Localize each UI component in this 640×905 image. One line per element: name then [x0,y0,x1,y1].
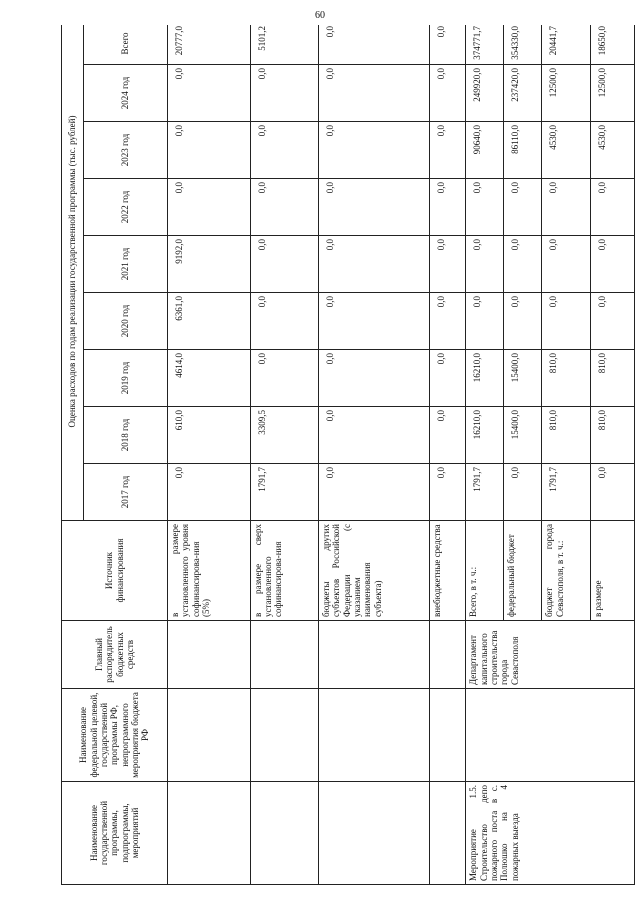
value-cell: 610,0 [168,407,251,464]
value-cell: 90640,0 [466,122,503,179]
value-cell: 0,0 [430,350,466,407]
value-cell: 0,0 [318,407,429,464]
value-cell: 0,0 [250,350,318,407]
total-cell: 374771,7 [466,25,503,65]
value-cell: 15400,0 [503,407,542,464]
distributor-cell-department: Департамент капитального строительства города Севастополя [466,621,635,689]
value-cell: 0,0 [250,65,318,122]
value-cell: 0,0 [168,179,251,236]
value-cell: 249920,0 [466,65,503,122]
source-cell: Всего, в т. ч.: [466,521,503,621]
distributor-cell [430,621,466,689]
value-cell: 0,0 [168,65,251,122]
total-cell: 18650,0 [590,25,634,65]
header-year: 2017 год [84,464,168,521]
value-cell: 0,0 [466,293,503,350]
total-cell: 0,0 [318,25,429,65]
value-cell: 9192,0 [168,236,251,293]
source-cell: в размере сверх установленного софинансирова-ния [250,521,318,621]
federal-cell [466,689,635,782]
value-cell: 0,0 [318,350,429,407]
header-year: 2022 год [84,179,168,236]
header-federal: Наименование федеральной целевой, государственной программы РФ, непрограммного мероприятия бюджета РФ [62,689,168,782]
value-cell: 0,0 [590,464,634,521]
value-cell: 4614,0 [168,350,251,407]
budget-table [61,25,635,885]
total-cell: 354330,0 [503,25,542,65]
distributor-cell [250,621,318,689]
federal-cell [168,689,251,782]
value-cell: 0,0 [466,236,503,293]
value-cell: 6361,0 [168,293,251,350]
program-cell [430,782,466,885]
header-year: 2024 год [84,65,168,122]
value-cell: 0,0 [168,464,251,521]
value-cell: 0,0 [430,65,466,122]
value-cell: 86110,0 [503,122,542,179]
value-cell: 0,0 [250,236,318,293]
source-cell: бюджет города Севастополя, в т. ч.: [542,521,590,621]
value-cell: 0,0 [590,293,634,350]
distributor-cell [318,621,429,689]
value-cell: 0,0 [318,65,429,122]
total-cell: 20777,0 [168,25,251,65]
federal-cell [430,689,466,782]
program-cell [250,782,318,885]
header-estimate: Оценка расходов по годам реализации государственной программы (тыс. рублей) [62,25,84,521]
value-cell: 0,0 [318,464,429,521]
program-cell [168,782,251,885]
header-distributor: Главный распорядитель бюджетных средств [62,621,168,689]
value-cell: 237420,0 [503,65,542,122]
federal-cell [250,689,318,782]
value-cell: 0,0 [168,122,251,179]
header-year: 2019 год [84,350,168,407]
source-cell: внебюджетные средства [430,521,466,621]
value-cell: 1791,7 [542,464,590,521]
distributor-cell [168,621,251,689]
federal-cell [318,689,429,782]
value-cell: 1791,7 [466,464,503,521]
value-cell: 0,0 [318,236,429,293]
source-cell: в размере установленного уровня софинансирова-ния (5%) [168,521,251,621]
source-cell: федеральный бюджет [503,521,542,621]
value-cell: 4530,0 [542,122,590,179]
header-year: 2020 год [84,293,168,350]
rotated-table-frame [61,25,635,885]
value-cell: 0,0 [466,179,503,236]
header-year: 2018 год [84,407,168,464]
value-cell: 810,0 [542,350,590,407]
value-cell: 3309,5 [250,407,318,464]
value-cell: 0,0 [250,293,318,350]
value-cell: 12500,0 [542,65,590,122]
value-cell: 0,0 [318,179,429,236]
value-cell: 0,0 [503,179,542,236]
value-cell: 0,0 [318,293,429,350]
value-cell: 0,0 [318,122,429,179]
value-cell: 0,0 [503,293,542,350]
total-cell: 0,0 [430,25,466,65]
header-year: 2021 год [84,236,168,293]
header-source: Источник финансирования [62,521,168,621]
program-cell-measure: Мероприятие 1.5. Строительство депо пожарного поста в с. Полюшко на 4 пожарных выезда [466,782,635,885]
header-program: Наименование государственной программы, подпрограммы, мероприятий [62,782,168,885]
source-cell: бюджеты других субъектов Российской Федерации (с указанием наименования субъекта) [318,521,429,621]
total-cell: 5101,2 [250,25,318,65]
value-cell: 0,0 [542,293,590,350]
value-cell: 16210,0 [466,407,503,464]
value-cell: 4530,0 [590,122,634,179]
value-cell: 0,0 [542,179,590,236]
value-cell: 0,0 [542,236,590,293]
value-cell: 16210,0 [466,350,503,407]
value-cell: 0,0 [250,179,318,236]
value-cell: 0,0 [430,464,466,521]
value-cell: 0,0 [503,236,542,293]
program-cell [318,782,429,885]
source-cell: в размере [590,521,634,621]
value-cell: 0,0 [430,407,466,464]
value-cell: 0,0 [430,122,466,179]
value-cell: 12500,0 [590,65,634,122]
header-year: 2023 год [84,122,168,179]
total-cell: 20441,7 [542,25,590,65]
value-cell: 15400,0 [503,350,542,407]
header-total: Всего [84,25,168,65]
value-cell: 810,0 [590,350,634,407]
value-cell: 0,0 [590,236,634,293]
value-cell: 0,0 [503,464,542,521]
value-cell: 0,0 [250,122,318,179]
value-cell: 0,0 [430,236,466,293]
page-number: 60 [315,10,325,21]
value-cell: 0,0 [430,293,466,350]
value-cell: 0,0 [590,179,634,236]
value-cell: 0,0 [430,179,466,236]
value-cell: 810,0 [590,407,634,464]
value-cell: 1791,7 [250,464,318,521]
value-cell: 810,0 [542,407,590,464]
